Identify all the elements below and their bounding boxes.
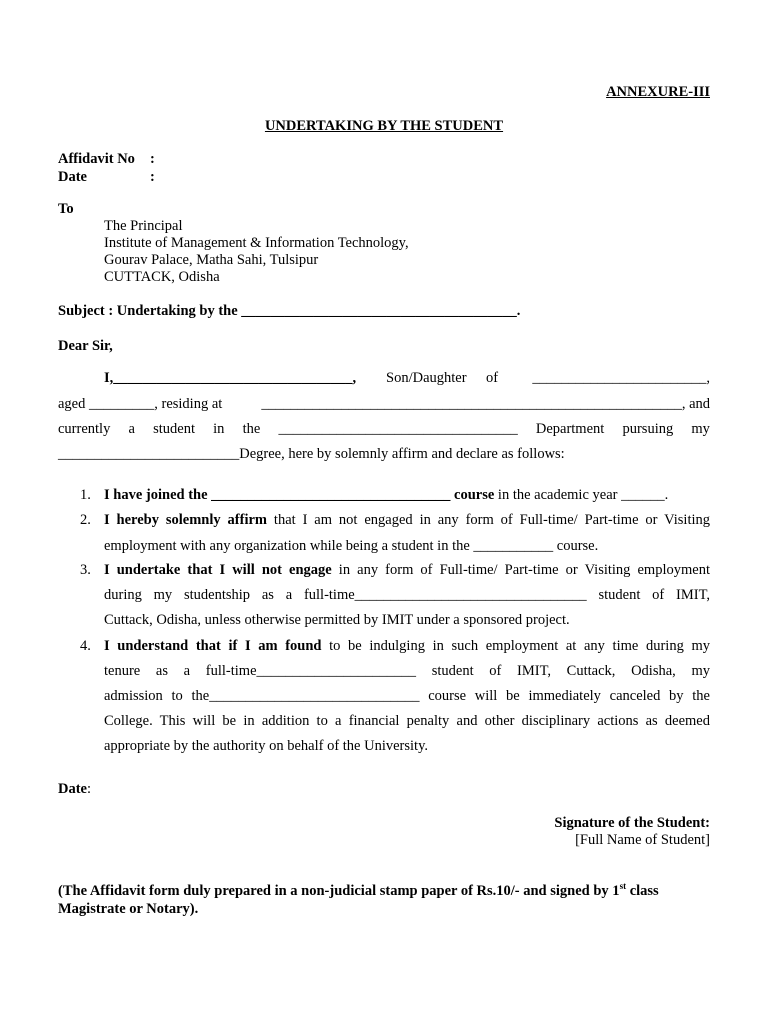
- affidavit-no-colon: :: [150, 151, 155, 167]
- list-number: 4.: [80, 638, 91, 654]
- signature-name: [Full Name of Student]: [575, 832, 710, 848]
- salutation: Dear Sir,: [58, 338, 113, 354]
- list-item-line: [104, 562, 710, 579]
- list-item-line: Cuttack, Odisha, unless otherwise permitted by IMIT under a sponsored project.: [104, 612, 570, 628]
- list-item-line: appropriate by the authority on behalf of the University.: [104, 738, 429, 754]
- footnote-text-end: class: [626, 883, 659, 899]
- intro-parent-blank: ________________________,: [532, 370, 710, 386]
- annexure-label: ANNEXURE-III: [606, 84, 710, 100]
- intro-word: Department: [535, 421, 605, 437]
- to-label: To: [58, 201, 74, 217]
- intro-word: the: [242, 421, 261, 437]
- item-text: to be indulging in such employment at any time during my: [321, 638, 710, 654]
- list-item-line: tenure as a full-time______________________ student of IMIT, Cuttack, Odisha, my: [104, 663, 710, 679]
- address-line: Institute of Management & Information Technology,: [104, 235, 409, 251]
- date-label: Date: [58, 169, 87, 185]
- intro-word: student: [153, 421, 195, 437]
- intro-word: in: [213, 421, 225, 437]
- list-item-line: College. This will be in addition to a financial penalty and other disciplinary actions as deemed: [104, 713, 710, 729]
- footnote-text: (The Affidavit form duly prepared in a non-judicial stamp paper of Rs.10/- and signed by 1: [58, 883, 620, 899]
- list-number: 1.: [80, 487, 91, 503]
- list-item-line: [104, 512, 710, 529]
- footer-date-colon: :: [87, 781, 92, 797]
- list-number: 2.: [80, 512, 91, 528]
- address-line: Gourav Palace, Matha Sahi, Tulsipur: [104, 252, 319, 268]
- signature-label: Signature of the Student:: [554, 815, 710, 831]
- intro-son-daughter: Son/Daughter: [386, 370, 467, 386]
- footnote-sup: st: [619, 881, 627, 892]
- item-bold: I have joined the _________________________________ course: [104, 487, 495, 503]
- address-line: CUTTACK, Odisha: [104, 269, 220, 285]
- intro-of: of: [486, 370, 499, 386]
- address-line: The Principal: [104, 218, 183, 234]
- item-bold: I undertake that I will not engage: [104, 562, 332, 578]
- intro-line-3: [58, 421, 710, 438]
- intro-word: my: [691, 421, 710, 437]
- intro-word: _________________________________: [278, 421, 518, 437]
- intro-degree-line: _________________________Degree, here by solemnly affirm and declare as follows:: [58, 446, 565, 462]
- document-title: UNDERTAKING BY THE STUDENT: [264, 118, 504, 134]
- item-text: that I am not engaged in any form of Full-time/ Part-time or Visiting: [267, 512, 711, 528]
- affidavit-no-label: Affidavit No: [58, 151, 135, 167]
- intro-word: currently: [58, 421, 111, 437]
- footer-date-label: Date: [58, 781, 87, 797]
- list-item-line: during my studentship as a full-time________________________________ student of IMIT,: [104, 587, 710, 603]
- footnote-line-2: Magistrate or Notary).: [58, 901, 199, 917]
- item-text: in the academic year ______.: [494, 487, 669, 503]
- list-item-line: admission to the_____________________________ course will be immediately canceled by the: [104, 688, 710, 704]
- intro-word: pursuing: [622, 421, 674, 437]
- intro-word: a: [128, 421, 135, 437]
- item-bold: I hereby solemnly affirm: [104, 512, 268, 528]
- subject-line: Subject : Undertaking by the ______________________________________.: [58, 303, 521, 319]
- list-number: 3.: [80, 562, 91, 578]
- footnote-line-1: [58, 883, 659, 900]
- footer-date: [58, 781, 91, 798]
- list-item-line: [104, 638, 710, 655]
- list-item: [104, 487, 710, 504]
- item-text: in any form of Full-time/ Part-time or Visiting employment: [331, 562, 710, 578]
- item-bold: I understand that if I am found: [104, 638, 322, 654]
- date-colon: :: [150, 169, 155, 185]
- intro-aged: aged _________, residing at: [58, 396, 223, 412]
- list-item-line: employment with any organization while being a student in the ___________ course.: [104, 538, 599, 554]
- intro-name-blank: I,_________________________________,: [104, 370, 357, 386]
- intro-residing-blank: __________________________________________________________, and: [261, 396, 710, 412]
